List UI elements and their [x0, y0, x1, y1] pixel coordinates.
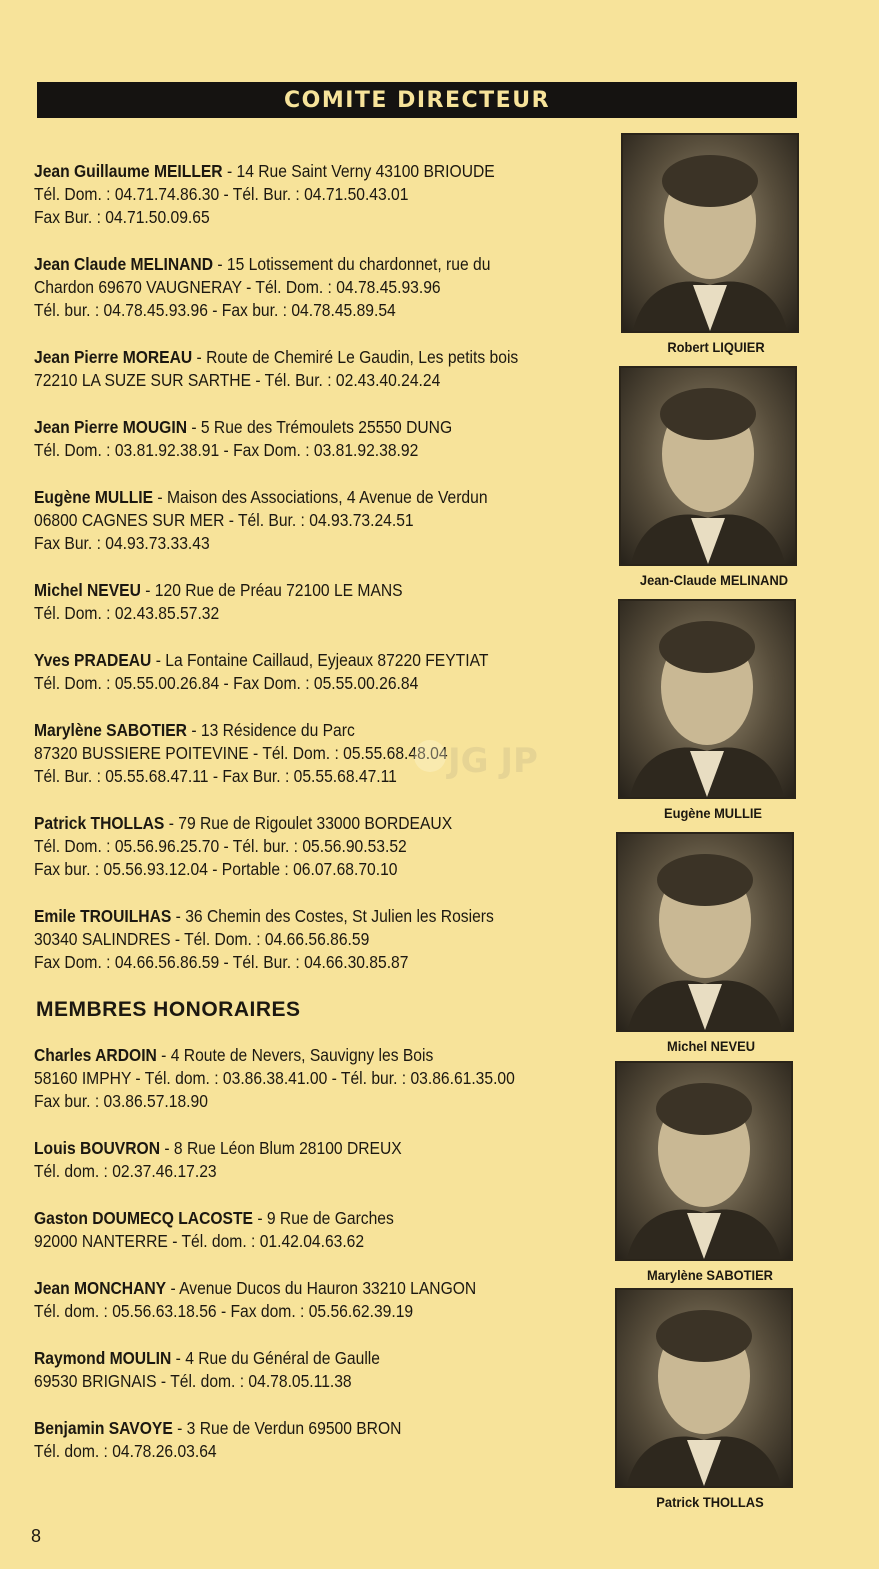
portrait-photo-icon	[621, 133, 799, 333]
member-details: Tél. Dom. : 04.71.74.86.30 - Tél. Bur. : 04.71.50.43.01	[34, 184, 409, 204]
entry-line	[34, 835, 603, 858]
entry-line	[34, 905, 603, 928]
member-name: Eugène MULLIE	[34, 487, 154, 507]
member-details: - 3 Rue de Verdun 69500 BRON	[172, 1418, 402, 1438]
entry-line	[34, 299, 603, 322]
member-details: Tél. Dom. : 02.43.85.57.32	[34, 603, 220, 623]
comite-entry	[34, 579, 603, 625]
member-details: - 14 Rue Saint Verny 43100 BRIOUDE	[222, 161, 495, 181]
member-details: Tél. dom. : 02.37.46.17.23	[34, 1161, 217, 1181]
photo-caption: Robert LIQUIER	[667, 339, 765, 355]
honoraires-heading: MEMBRES HONORAIRES	[36, 998, 301, 1021]
member-details: 58160 IMPHY - Tél. dom. : 03.86.38.41.00 - Tél. bur. : 03.86.61.35.00	[34, 1068, 515, 1088]
entry-line	[34, 928, 603, 951]
photo-caption: Marylène SABOTIER	[647, 1267, 773, 1283]
entry-line	[34, 1370, 603, 1393]
member-details: Tél. Dom. : 03.81.92.38.91 - Fax Dom. : 03.81.92.38.92	[34, 440, 419, 460]
honoraire-entry	[34, 1277, 603, 1323]
member-details: 30340 SALINDRES - Tél. Dom. : 04.66.56.86.59	[34, 929, 370, 949]
member-details: - 4 Rue du Général de Gaulle	[171, 1348, 380, 1368]
portrait-photo-icon	[616, 832, 794, 1032]
member-name: Raymond MOULIN	[34, 1348, 172, 1368]
entry-line	[34, 253, 603, 276]
entry-line	[34, 486, 603, 509]
member-details: Fax Dom. : 04.66.56.86.59 - Tél. Bur. : 04.66.30.85.87	[34, 952, 409, 972]
comite-entry	[34, 649, 603, 695]
member-details: - Avenue Ducos du Hauron 33210 LANGON	[166, 1278, 477, 1298]
member-details: - Route de Chemiré Le Gaudin, Les petits bois	[192, 347, 519, 367]
entry-line	[34, 812, 603, 835]
member-details: - La Fontaine Caillaud, Eyjeaux 87220 FEYTIAT	[151, 650, 489, 670]
entry-line	[34, 1347, 603, 1370]
photo-card	[618, 599, 808, 821]
member-details: - 13 Résidence du Parc	[186, 720, 355, 740]
member-name: Jean Claude MELINAND	[34, 254, 214, 274]
member-details: Tél. dom. : 05.56.63.18.56 - Fax dom. : 05.56.62.39.19	[34, 1301, 414, 1321]
entry-line	[34, 416, 603, 439]
member-details: - 5 Rue des Trémoulets 25550 DUNG	[186, 417, 453, 437]
member-details: 92000 NANTERRE - Tél. dom. : 01.42.04.63.62	[34, 1231, 365, 1251]
honoraire-entry	[34, 1207, 603, 1253]
portrait-photo-icon	[618, 599, 796, 799]
entry-line	[34, 1067, 603, 1090]
photo-caption: Patrick THOLLAS	[656, 1494, 764, 1510]
member-name: Jean Pierre MOREAU	[34, 347, 193, 367]
member-details: Fax bur. : 05.56.93.12.04 - Portable : 06.07.68.70.10	[34, 859, 398, 879]
member-details: Tél. Dom. : 05.55.00.26.84 - Fax Dom. : 05.55.00.26.84	[34, 673, 419, 693]
entry-line	[34, 602, 603, 625]
photo-caption: Eugène MULLIE	[663, 805, 763, 821]
entry-line	[34, 649, 603, 672]
portrait-photo-icon	[615, 1061, 793, 1261]
comite-entry	[34, 416, 603, 462]
honoraire-entry	[34, 1347, 603, 1393]
honoraire-entry	[34, 1417, 603, 1463]
member-details: 69530 BRIGNAIS - Tél. dom. : 04.78.05.11.38	[34, 1371, 352, 1391]
honoraires-list	[34, 1044, 604, 1463]
entry-line	[34, 1137, 603, 1160]
entry-line	[34, 532, 603, 555]
portrait-photo-icon	[615, 1288, 793, 1488]
member-name: Patrick THOLLAS	[34, 813, 165, 833]
entry-line	[34, 346, 603, 369]
portrait-photo-icon	[619, 366, 797, 566]
member-name: Charles ARDOIN	[34, 1045, 157, 1065]
entry-line	[34, 1277, 603, 1300]
entry-line	[34, 579, 603, 602]
entry-line	[34, 1207, 603, 1230]
member-details: 72210 LA SUZE SUR SARTHE - Tél. Bur. : 02.43.40.24.24	[34, 370, 441, 390]
member-details: - 4 Route de Nevers, Sauvigny les Bois	[156, 1045, 434, 1065]
svg-text:JG JP: JG JP	[448, 741, 538, 781]
entry-line	[34, 276, 603, 299]
entry-line	[34, 369, 603, 392]
member-details: - 15 Lotissement du chardonnet, rue du	[213, 254, 491, 274]
member-details: 06800 CAGNES SUR MER - Tél. Bur. : 04.93.73.24.51	[34, 510, 414, 530]
entry-line	[34, 1160, 603, 1183]
entry-line	[34, 439, 603, 462]
section-banner	[37, 82, 797, 118]
comite-entry	[34, 719, 603, 788]
member-name: Jean MONCHANY	[34, 1278, 167, 1298]
member-details: Chardon 69670 VAUGNERAY - Tél. Dom. : 04.78.45.93.96	[34, 277, 441, 297]
banner-title: COMITE DIRECTEUR	[283, 87, 551, 113]
photo-card	[616, 832, 806, 1054]
comite-entry	[34, 905, 603, 974]
member-details: - 79 Rue de Rigoulet 33000 BORDEAUX	[164, 813, 453, 833]
comite-entry	[34, 346, 603, 392]
comite-entry	[34, 160, 603, 229]
member-name: Jean Guillaume MEILLER	[34, 161, 223, 181]
entry-line	[34, 1230, 603, 1253]
entry-line	[34, 509, 603, 532]
comite-entry	[34, 812, 603, 881]
member-details: Tél. dom. : 04.78.26.03.64	[34, 1441, 217, 1461]
member-list-column	[34, 160, 604, 1487]
member-name: Marylène SABOTIER	[34, 720, 187, 740]
member-details: - Maison des Associations, 4 Avenue de Verdun	[153, 487, 488, 507]
member-name: Benjamin SAVOYE	[34, 1418, 173, 1438]
entry-line	[34, 672, 603, 695]
member-details: - 9 Rue de Garches	[252, 1208, 394, 1228]
entry-line	[34, 206, 603, 229]
member-details: Tél. Dom. : 05.56.96.25.70 - Tél. bur. : 05.56.90.53.52	[34, 836, 407, 856]
member-details: - 120 Rue de Préau 72100 LE MANS	[140, 580, 403, 600]
entry-line	[34, 183, 603, 206]
member-name: Gaston DOUMECQ LACOSTE	[34, 1208, 253, 1228]
member-details: Fax Bur. : 04.71.50.09.65	[34, 207, 210, 227]
member-details: Fax Bur. : 04.93.73.33.43	[34, 533, 210, 553]
photo-caption: Michel NEVEU	[666, 1038, 756, 1054]
honoraire-entry	[34, 1137, 603, 1183]
member-details: Tél. bur. : 04.78.45.93.96 - Fax bur. : 04.78.45.89.54	[34, 300, 396, 320]
honoraire-entry	[34, 1044, 603, 1113]
comite-list	[34, 160, 604, 974]
member-name: Yves PRADEAU	[34, 650, 152, 670]
photo-card	[621, 133, 811, 355]
entry-line	[34, 951, 603, 974]
entry-line	[34, 719, 603, 742]
photo-card	[615, 1288, 805, 1510]
member-details: 87320 BUSSIERE POITEVINE - Tél. Dom. : 05.55.68.48.04	[34, 743, 448, 763]
member-name: Louis BOUVRON	[34, 1138, 161, 1158]
page-number: 8	[31, 1526, 42, 1546]
member-details: - 8 Rue Léon Blum 28100 DREUX	[160, 1138, 402, 1158]
member-name: Jean Pierre MOUGIN	[34, 417, 187, 437]
entry-line	[34, 160, 603, 183]
entry-line	[34, 1440, 603, 1463]
entry-line	[34, 1300, 603, 1323]
entry-line	[34, 1417, 603, 1440]
member-name: Emile TROUILHAS	[34, 906, 172, 926]
photo-card	[615, 1061, 805, 1283]
member-details: - 36 Chemin des Costes, St Julien les Rosiers	[171, 906, 494, 926]
comite-entry	[34, 486, 603, 555]
member-details: Fax bur. : 03.86.57.18.90	[34, 1091, 208, 1111]
comite-entry	[34, 253, 603, 322]
member-details: Tél. Bur. : 05.55.68.47.11 - Fax Bur. : 05.55.68.47.11	[34, 766, 397, 786]
photo-caption: Jean-Claude MELINAND	[639, 572, 789, 588]
entry-line	[34, 742, 603, 765]
entry-line	[34, 765, 603, 788]
entry-line	[34, 858, 603, 881]
photo-card	[619, 366, 809, 588]
entry-line	[34, 1090, 603, 1113]
entry-line	[34, 1044, 603, 1067]
member-name: Michel NEVEU	[34, 580, 141, 600]
